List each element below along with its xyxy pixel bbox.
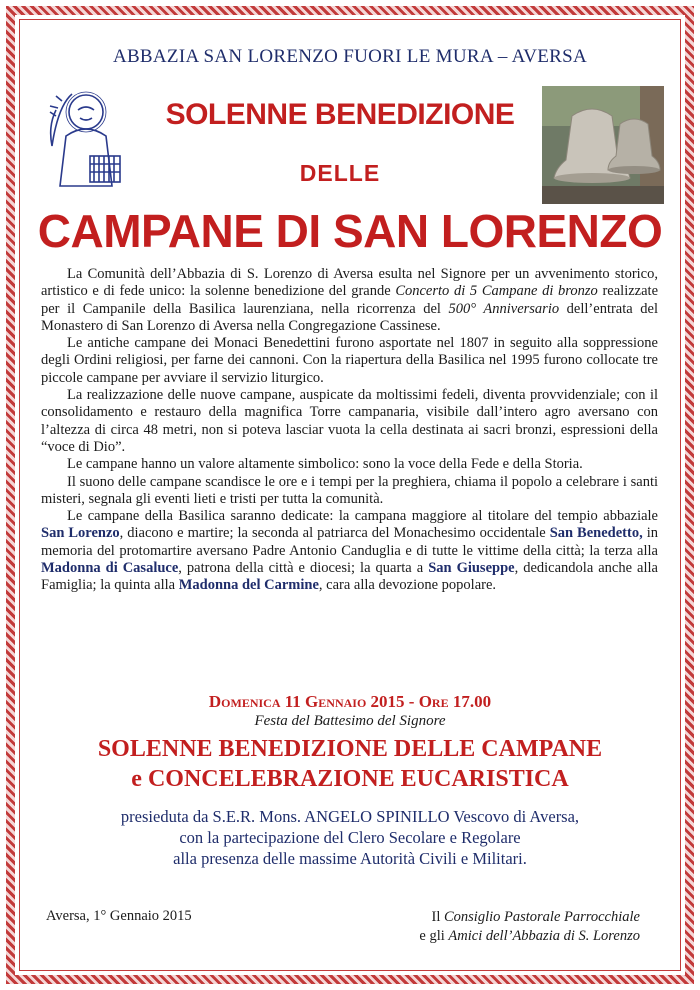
paragraph-5: Il suono delle campane scandisce le ore e i tempi per la preghiera, chiama il popolo a celebrare i santi misteri, segnala gli eventi lieti e tristi per tutta la comunità. [41, 473, 658, 507]
title-solenne-benedizione: SOLENNE BENEDIZIONE [165, 98, 515, 131]
saint-lawrence-illustration [38, 86, 130, 201]
signature-line-2 [419, 927, 640, 946]
name-san-lorenzo: San Lorenzo [41, 525, 120, 542]
headline-benedizione: SOLENNE BENEDIZIONE DELLE CAMPANE [97, 736, 603, 762]
paragraph-3: La realizzazione delle nuove campane, auspicate da moltissimi fedeli, diventa provvidenziale; con il consolidamento e restauro della magnifica Torre campanaria, visibile dall’intero agro aversano con l’altezza di circa 48 metri, non si poteva lasciar vuota la cella destinata ai sacri bronzi, espressioni della “voce di Dio”. [41, 387, 658, 455]
presided-line-1: presieduta da S.E.R. Mons. ANGELO SPINILLO Vescovo di Aversa, [120, 807, 580, 826]
p1-text-b: realizzate per il Campanile della Basilica laurenziana, nella ricorrenza del [41, 283, 658, 317]
p6-text-e: , dedicandola anche alla Famiglia; la quinta alla [41, 560, 658, 594]
sig1-consiglio: Consiglio Pastorale Parrocchiale [443, 909, 640, 925]
paragraph-1 [41, 266, 658, 335]
p6-text-c: in memoria del protomartire aversano Padre Antonio Canduglia e di tutte le vittime della città; la terza alla [41, 525, 658, 559]
event-date: Domenica 11 Gennaio 2015 - Ore 17.00 [208, 692, 492, 711]
body-text [41, 266, 658, 595]
presided-block [0, 806, 700, 869]
p1-italic-concerto: Concerto di 5 Campane di bronzo [395, 283, 598, 300]
sig1-prefix: Il [431, 909, 444, 925]
signature-block [419, 908, 640, 946]
p6-text-a: Le campane della Basilica saranno dedicate: la campana maggiore al titolare del tempio abbaziale [67, 508, 658, 525]
headline-concelebrazione: e CONCELEBRAZIONE EUCARISTICA [131, 766, 569, 792]
name-madonna-carmine: Madonna del Carmine [178, 577, 319, 594]
paragraph-2: Le antiche campane dei Monaci Benedettini furono asportate nel 1807 in seguito alla soppressione degli Ordini religiosi, per farne dei cannoni. Con la riapertura della Basilica nel 1995 furono collocate tre piccole campane per avviare il servizio liturgico. [41, 335, 658, 386]
p1-italic-anniversario: 500° Anniversario [448, 300, 560, 317]
sig2-amici: Amici dell’Abbazia di S. Lorenzo [448, 928, 640, 944]
presided-line-3: alla presenza delle massime Autorità Civili e Militari. [173, 849, 527, 868]
bronze-bells-photo [542, 86, 664, 204]
paragraph-4: Le campane hanno un valore altamente simbolico: sono la voce della Fede e della Storia. [67, 456, 583, 473]
name-madonna-casaluce: Madonna di Casaluce [41, 560, 179, 577]
title-delle: DELLE [299, 160, 381, 186]
title-campane: CAMPANE DI SAN LORENZO [37, 205, 663, 257]
abbey-name: ABBAZIA SAN LORENZO FUORI LE MURA – AVERSA [112, 46, 588, 67]
name-san-benedetto: San Benedetto, [549, 525, 643, 542]
name-san-giuseppe: San Giuseppe [428, 560, 515, 577]
p6-text-f: , cara alla devozione popolare. [318, 577, 497, 594]
event-feast: Festa del Battesimo del Signore [254, 713, 446, 729]
place-date: Aversa, 1° Gennaio 2015 [46, 908, 192, 924]
p6-text-d: , patrona della città e diocesi; la quarta a [178, 560, 429, 577]
sig2-prefix: e gli [419, 928, 449, 944]
signature-line-1 [419, 908, 640, 927]
p6-text-b: , diacono e martire; la seconda al patriarca del Monachesimo occidentale [119, 525, 550, 542]
p1-text-a: La Comunità dell’Abbazia di S. Lorenzo di Aversa esulta nel Signore per un avvenimento storico, artistico e di fede unico: la solenne benedizione del grande [41, 266, 658, 300]
presided-line-2: con la partecipazione del Clero Secolare e Regolare [179, 828, 521, 847]
p1-text-c: dell’entrata del Monastero di San Lorenzo di Aversa nella Congregazione Cassinese. [41, 300, 658, 334]
paragraph-6 [41, 508, 658, 594]
